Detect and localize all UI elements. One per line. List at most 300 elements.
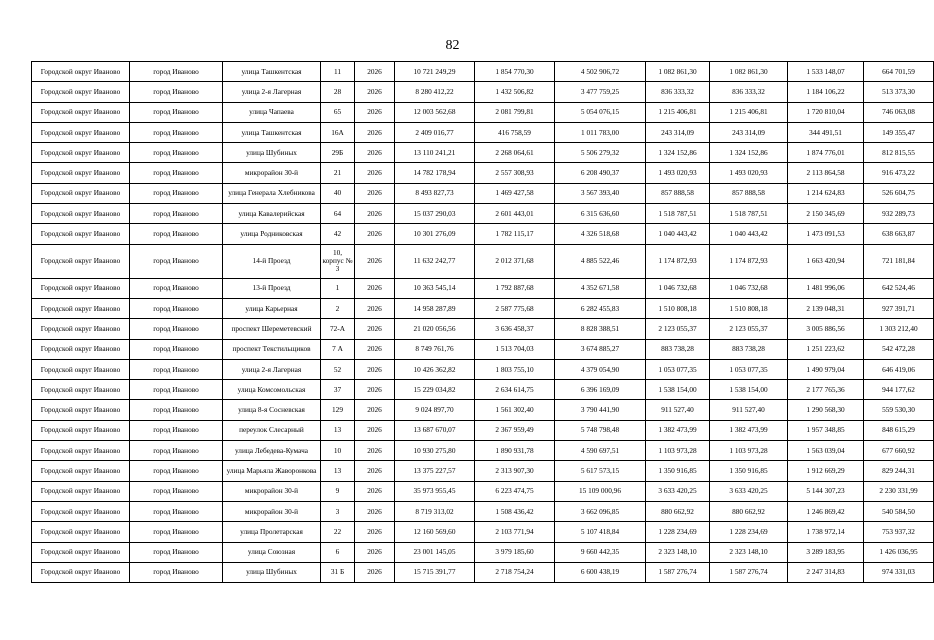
total-cost-cell: 12 003 562,68 xyxy=(395,102,475,122)
district-cell: Городской округ Иваново xyxy=(32,183,130,203)
amount-cell: 1 324 152,86 xyxy=(710,143,788,163)
house-number-cell: 52 xyxy=(321,359,355,379)
table-row xyxy=(32,501,934,521)
total-cost-cell: 8 719 313,02 xyxy=(395,501,475,521)
table-row xyxy=(32,339,934,359)
amount-cell: 1 890 931,78 xyxy=(475,441,555,461)
amount-cell: 911 527,40 xyxy=(646,400,710,420)
year-cell: 2026 xyxy=(355,461,395,481)
amount-cell: 1 518 787,51 xyxy=(710,204,788,224)
amount-cell: 4 502 906,72 xyxy=(555,62,646,82)
table-row xyxy=(32,562,934,582)
amount-cell: 1 040 443,42 xyxy=(710,224,788,244)
city-cell: город Иваново xyxy=(130,359,223,379)
district-cell: Городской округ Иваново xyxy=(32,204,130,224)
amount-cell: 1 382 473,99 xyxy=(646,420,710,440)
table-row xyxy=(32,420,934,440)
amount-cell: 1 510 808,18 xyxy=(646,298,710,318)
house-number-cell: 3 xyxy=(321,501,355,521)
amount-cell: 2 323 148,10 xyxy=(646,542,710,562)
amount-cell: 2 123 055,37 xyxy=(710,319,788,339)
table-row xyxy=(32,441,934,461)
amount-cell: 1 738 972,14 xyxy=(788,522,864,542)
total-cost-cell: 15 037 290,03 xyxy=(395,204,475,224)
city-cell: город Иваново xyxy=(130,481,223,501)
housing-repair-table xyxy=(31,61,934,583)
house-number-cell: 9 xyxy=(321,481,355,501)
street-cell: микрорайон 30-й xyxy=(223,163,321,183)
street-cell: улица Марьяла Жаворонкова xyxy=(223,461,321,481)
street-cell: улица Генерала Хлебникова xyxy=(223,183,321,203)
amount-cell: 3 289 183,95 xyxy=(788,542,864,562)
total-cost-cell: 13 375 227,57 xyxy=(395,461,475,481)
total-cost-cell: 23 001 145,05 xyxy=(395,542,475,562)
amount-cell: 2 177 765,36 xyxy=(788,380,864,400)
amount-cell: 9 660 442,35 xyxy=(555,542,646,562)
amount-cell: 1 303 212,40 xyxy=(864,319,934,339)
amount-cell: 1 469 427,58 xyxy=(475,183,555,203)
district-cell: Городской округ Иваново xyxy=(32,298,130,318)
amount-cell: 1 533 148,07 xyxy=(788,62,864,82)
amount-cell: 857 888,58 xyxy=(710,183,788,203)
table-body xyxy=(32,62,934,583)
house-number-cell: 64 xyxy=(321,204,355,224)
table-row xyxy=(32,481,934,501)
street-cell: улица 8-я Сосневская xyxy=(223,400,321,420)
city-cell: город Иваново xyxy=(130,441,223,461)
district-cell: Городской округ Иваново xyxy=(32,224,130,244)
table-row xyxy=(32,522,934,542)
city-cell: город Иваново xyxy=(130,278,223,298)
house-number-cell: 28 xyxy=(321,82,355,102)
total-cost-cell: 10 301 276,09 xyxy=(395,224,475,244)
district-cell: Городской округ Иваново xyxy=(32,380,130,400)
amount-cell: 4 326 518,68 xyxy=(555,224,646,244)
amount-cell: 721 181,84 xyxy=(864,244,934,278)
amount-cell: 746 063,08 xyxy=(864,102,934,122)
district-cell: Городской округ Иваново xyxy=(32,420,130,440)
amount-cell: 883 738,28 xyxy=(646,339,710,359)
house-number-cell: 40 xyxy=(321,183,355,203)
amount-cell: 857 888,58 xyxy=(646,183,710,203)
amount-cell: 2 634 614,75 xyxy=(475,380,555,400)
table-row xyxy=(32,204,934,224)
total-cost-cell: 13 110 241,21 xyxy=(395,143,475,163)
total-cost-cell: 8 493 827,73 xyxy=(395,183,475,203)
amount-cell: 932 289,73 xyxy=(864,204,934,224)
amount-cell: 513 373,30 xyxy=(864,82,934,102)
district-cell: Городской округ Иваново xyxy=(32,481,130,501)
amount-cell: 4 590 697,51 xyxy=(555,441,646,461)
amount-cell: 4 352 671,58 xyxy=(555,278,646,298)
amount-cell: 1 803 755,10 xyxy=(475,359,555,379)
amount-cell: 6 223 474,75 xyxy=(475,481,555,501)
year-cell: 2026 xyxy=(355,163,395,183)
page-number: 82 xyxy=(445,38,460,53)
amount-cell: 3 005 886,56 xyxy=(788,319,864,339)
amount-cell: 3 662 096,85 xyxy=(555,501,646,521)
amount-cell: 1 561 302,40 xyxy=(475,400,555,420)
city-cell: город Иваново xyxy=(130,522,223,542)
total-cost-cell: 35 973 955,45 xyxy=(395,481,475,501)
amount-cell: 8 828 388,51 xyxy=(555,319,646,339)
year-cell: 2026 xyxy=(355,82,395,102)
total-cost-cell: 14 782 178,94 xyxy=(395,163,475,183)
district-cell: Городской округ Иваново xyxy=(32,244,130,278)
amount-cell: 243 314,09 xyxy=(710,122,788,142)
amount-cell: 2 103 771,94 xyxy=(475,522,555,542)
amount-cell: 1 082 861,30 xyxy=(646,62,710,82)
amount-cell: 829 244,31 xyxy=(864,461,934,481)
amount-cell: 526 604,75 xyxy=(864,183,934,203)
amount-cell: 883 738,28 xyxy=(710,339,788,359)
city-cell: город Иваново xyxy=(130,501,223,521)
district-cell: Городской округ Иваново xyxy=(32,102,130,122)
amount-cell: 1 246 869,42 xyxy=(788,501,864,521)
house-number-cell: 31 Б xyxy=(321,562,355,582)
house-number-cell: 16А xyxy=(321,122,355,142)
city-cell: город Иваново xyxy=(130,204,223,224)
amount-cell: 1 720 810,04 xyxy=(788,102,864,122)
amount-cell: 2 601 443,01 xyxy=(475,204,555,224)
city-cell: город Иваново xyxy=(130,244,223,278)
amount-cell: 753 937,32 xyxy=(864,522,934,542)
city-cell: город Иваново xyxy=(130,62,223,82)
year-cell: 2026 xyxy=(355,481,395,501)
amount-cell: 3 567 393,40 xyxy=(555,183,646,203)
district-cell: Городской округ Иваново xyxy=(32,122,130,142)
amount-cell: 1 538 154,00 xyxy=(646,380,710,400)
amount-cell: 677 660,92 xyxy=(864,441,934,461)
amount-cell: 1 792 887,68 xyxy=(475,278,555,298)
amount-cell: 3 477 759,25 xyxy=(555,82,646,102)
amount-cell: 5 506 279,32 xyxy=(555,143,646,163)
house-number-cell: 10, корпус № 3 xyxy=(321,244,355,278)
amount-cell: 3 979 185,60 xyxy=(475,542,555,562)
amount-cell: 2 587 775,68 xyxy=(475,298,555,318)
amount-cell: 1 040 443,42 xyxy=(646,224,710,244)
amount-cell: 1 587 276,74 xyxy=(646,562,710,582)
amount-cell: 1 782 115,17 xyxy=(475,224,555,244)
district-cell: Городской округ Иваново xyxy=(32,461,130,481)
street-cell: улица Ташкентская xyxy=(223,122,321,142)
amount-cell: 3 674 885,27 xyxy=(555,339,646,359)
amount-cell: 1 011 783,00 xyxy=(555,122,646,142)
amount-cell: 1 854 770,30 xyxy=(475,62,555,82)
district-cell: Городской округ Иваново xyxy=(32,82,130,102)
district-cell: Городской округ Иваново xyxy=(32,359,130,379)
total-cost-cell: 8 749 761,76 xyxy=(395,339,475,359)
year-cell: 2026 xyxy=(355,122,395,142)
amount-cell: 1 214 624,83 xyxy=(788,183,864,203)
amount-cell: 1 432 506,82 xyxy=(475,82,555,102)
amount-cell: 2 313 907,30 xyxy=(475,461,555,481)
amount-cell: 15 109 000,96 xyxy=(555,481,646,501)
amount-cell: 542 472,28 xyxy=(864,339,934,359)
amount-cell: 3 790 441,90 xyxy=(555,400,646,420)
total-cost-cell: 10 363 545,14 xyxy=(395,278,475,298)
amount-cell: 927 391,71 xyxy=(864,298,934,318)
year-cell: 2026 xyxy=(355,62,395,82)
amount-cell: 646 419,06 xyxy=(864,359,934,379)
year-cell: 2026 xyxy=(355,102,395,122)
district-cell: Городской округ Иваново xyxy=(32,339,130,359)
amount-cell: 836 333,32 xyxy=(710,82,788,102)
total-cost-cell: 15 715 391,77 xyxy=(395,562,475,582)
street-cell: улица Пролетарская xyxy=(223,522,321,542)
district-cell: Городской округ Иваново xyxy=(32,441,130,461)
house-number-cell: 2 xyxy=(321,298,355,318)
amount-cell: 2 323 148,10 xyxy=(710,542,788,562)
total-cost-cell: 8 280 412,22 xyxy=(395,82,475,102)
table-row xyxy=(32,542,934,562)
table-row xyxy=(32,319,934,339)
table-row xyxy=(32,82,934,102)
street-cell: улица Союзная xyxy=(223,542,321,562)
year-cell: 2026 xyxy=(355,298,395,318)
house-number-cell: 13 xyxy=(321,420,355,440)
amount-cell: 2 123 055,37 xyxy=(646,319,710,339)
total-cost-cell: 11 632 242,77 xyxy=(395,244,475,278)
table-row xyxy=(32,102,934,122)
amount-cell: 1 490 979,04 xyxy=(788,359,864,379)
amount-cell: 1 082 861,30 xyxy=(710,62,788,82)
amount-cell: 974 331,03 xyxy=(864,562,934,582)
amount-cell: 1 228 234,69 xyxy=(710,522,788,542)
amount-cell: 1 350 916,85 xyxy=(710,461,788,481)
amount-cell: 2 268 064,61 xyxy=(475,143,555,163)
amount-cell: 4 379 054,90 xyxy=(555,359,646,379)
district-cell: Городской округ Иваново xyxy=(32,562,130,582)
amount-cell: 540 584,50 xyxy=(864,501,934,521)
city-cell: город Иваново xyxy=(130,102,223,122)
year-cell: 2026 xyxy=(355,143,395,163)
city-cell: город Иваново xyxy=(130,542,223,562)
amount-cell: 1 174 872,93 xyxy=(646,244,710,278)
table-row xyxy=(32,298,934,318)
amount-cell: 1 103 973,28 xyxy=(710,441,788,461)
street-cell: улица Родниковская xyxy=(223,224,321,244)
amount-cell: 916 473,22 xyxy=(864,163,934,183)
amount-cell: 1 382 473,99 xyxy=(710,420,788,440)
amount-cell: 1 290 568,30 xyxy=(788,400,864,420)
year-cell: 2026 xyxy=(355,319,395,339)
amount-cell: 243 314,09 xyxy=(646,122,710,142)
table-row xyxy=(32,359,934,379)
amount-cell: 1 174 872,93 xyxy=(710,244,788,278)
amount-cell: 1 481 996,06 xyxy=(788,278,864,298)
district-cell: Городской округ Иваново xyxy=(32,319,130,339)
district-cell: Городской округ Иваново xyxy=(32,62,130,82)
year-cell: 2026 xyxy=(355,359,395,379)
amount-cell: 6 208 490,37 xyxy=(555,163,646,183)
amount-cell: 2 367 959,49 xyxy=(475,420,555,440)
house-number-cell: 7 А xyxy=(321,339,355,359)
street-cell: улица Комсомольская xyxy=(223,380,321,400)
year-cell: 2026 xyxy=(355,339,395,359)
amount-cell: 2 012 371,68 xyxy=(475,244,555,278)
amount-cell: 2 718 754,24 xyxy=(475,562,555,582)
total-cost-cell: 15 229 034,82 xyxy=(395,380,475,400)
amount-cell: 2 557 308,93 xyxy=(475,163,555,183)
year-cell: 2026 xyxy=(355,183,395,203)
district-cell: Городской округ Иваново xyxy=(32,143,130,163)
amount-cell: 1 513 704,03 xyxy=(475,339,555,359)
street-cell: улица Шубиных xyxy=(223,143,321,163)
house-number-cell: 13 xyxy=(321,461,355,481)
amount-cell: 911 527,40 xyxy=(710,400,788,420)
amount-cell: 1 493 020,93 xyxy=(646,163,710,183)
amount-cell: 1 046 732,68 xyxy=(646,278,710,298)
district-cell: Городской округ Иваново xyxy=(32,163,130,183)
amount-cell: 2 230 331,99 xyxy=(864,481,934,501)
amount-cell: 2 247 314,83 xyxy=(788,562,864,582)
amount-cell: 5 107 418,84 xyxy=(555,522,646,542)
district-cell: Городской округ Иваново xyxy=(32,278,130,298)
amount-cell: 1 426 036,95 xyxy=(864,542,934,562)
city-cell: город Иваново xyxy=(130,380,223,400)
street-cell: 13-й Проезд xyxy=(223,278,321,298)
total-cost-cell: 10 721 249,29 xyxy=(395,62,475,82)
amount-cell: 1 510 808,18 xyxy=(710,298,788,318)
table-row xyxy=(32,183,934,203)
table-row xyxy=(32,461,934,481)
amount-cell: 1 350 916,85 xyxy=(646,461,710,481)
amount-cell: 1 663 420,94 xyxy=(788,244,864,278)
district-cell: Городской округ Иваново xyxy=(32,400,130,420)
city-cell: город Иваново xyxy=(130,339,223,359)
city-cell: город Иваново xyxy=(130,122,223,142)
amount-cell: 5 144 307,23 xyxy=(788,481,864,501)
street-cell: проспект Текстильщиков xyxy=(223,339,321,359)
district-cell: Городской округ Иваново xyxy=(32,522,130,542)
street-cell: микрорайон 30-й xyxy=(223,501,321,521)
house-number-cell: 129 xyxy=(321,400,355,420)
amount-cell: 3 636 458,37 xyxy=(475,319,555,339)
city-cell: город Иваново xyxy=(130,319,223,339)
amount-cell: 1 912 669,29 xyxy=(788,461,864,481)
street-cell: улица Шубиных xyxy=(223,562,321,582)
amount-cell: 1 053 077,35 xyxy=(710,359,788,379)
amount-cell: 2 081 799,81 xyxy=(475,102,555,122)
amount-cell: 1 538 154,00 xyxy=(710,380,788,400)
amount-cell: 3 633 420,25 xyxy=(646,481,710,501)
table-row xyxy=(32,143,934,163)
amount-cell: 1 473 091,53 xyxy=(788,224,864,244)
total-cost-cell: 13 687 670,07 xyxy=(395,420,475,440)
amount-cell: 4 885 522,46 xyxy=(555,244,646,278)
amount-cell: 5 617 573,15 xyxy=(555,461,646,481)
table-row xyxy=(32,224,934,244)
city-cell: город Иваново xyxy=(130,183,223,203)
amount-cell: 2 113 864,58 xyxy=(788,163,864,183)
amount-cell: 1 251 223,62 xyxy=(788,339,864,359)
year-cell: 2026 xyxy=(355,244,395,278)
amount-cell: 1 053 077,35 xyxy=(646,359,710,379)
amount-cell: 944 177,62 xyxy=(864,380,934,400)
street-cell: улица Чапаева xyxy=(223,102,321,122)
amount-cell: 1 518 787,51 xyxy=(646,204,710,224)
year-cell: 2026 xyxy=(355,400,395,420)
amount-cell: 638 663,87 xyxy=(864,224,934,244)
amount-cell: 836 333,32 xyxy=(646,82,710,102)
street-cell: проспект Шереметевский xyxy=(223,319,321,339)
year-cell: 2026 xyxy=(355,501,395,521)
house-number-cell: 72-А xyxy=(321,319,355,339)
amount-cell: 1 493 020,93 xyxy=(710,163,788,183)
district-cell: Городской округ Иваново xyxy=(32,501,130,521)
amount-cell: 1 215 406,81 xyxy=(646,102,710,122)
street-cell: переулок Слесарный xyxy=(223,420,321,440)
house-number-cell: 10 xyxy=(321,441,355,461)
year-cell: 2026 xyxy=(355,420,395,440)
table-row xyxy=(32,122,934,142)
amount-cell: 1 046 732,68 xyxy=(710,278,788,298)
street-cell: улица Карьерная xyxy=(223,298,321,318)
street-cell: улица Кавалерийская xyxy=(223,204,321,224)
amount-cell: 416 758,59 xyxy=(475,122,555,142)
amount-cell: 149 355,47 xyxy=(864,122,934,142)
amount-cell: 6 600 438,19 xyxy=(555,562,646,582)
house-number-cell: 37 xyxy=(321,380,355,400)
house-number-cell: 11 xyxy=(321,62,355,82)
amount-cell: 6 282 455,83 xyxy=(555,298,646,318)
total-cost-cell: 14 958 287,89 xyxy=(395,298,475,318)
amount-cell: 2 139 048,31 xyxy=(788,298,864,318)
amount-cell: 664 701,59 xyxy=(864,62,934,82)
street-cell: улица 2-я Лагерная xyxy=(223,82,321,102)
city-cell: город Иваново xyxy=(130,400,223,420)
amount-cell: 880 662,92 xyxy=(710,501,788,521)
amount-cell: 848 615,29 xyxy=(864,420,934,440)
year-cell: 2026 xyxy=(355,224,395,244)
amount-cell: 1 563 039,04 xyxy=(788,441,864,461)
house-number-cell: 42 xyxy=(321,224,355,244)
table-row xyxy=(32,62,934,82)
city-cell: город Иваново xyxy=(130,461,223,481)
city-cell: город Иваново xyxy=(130,143,223,163)
amount-cell: 1 184 106,22 xyxy=(788,82,864,102)
amount-cell: 6 396 169,09 xyxy=(555,380,646,400)
house-number-cell: 65 xyxy=(321,102,355,122)
amount-cell: 1 957 348,85 xyxy=(788,420,864,440)
year-cell: 2026 xyxy=(355,278,395,298)
total-cost-cell: 21 020 056,56 xyxy=(395,319,475,339)
house-number-cell: 22 xyxy=(321,522,355,542)
city-cell: город Иваново xyxy=(130,562,223,582)
street-cell: улица 2-я Лагерная xyxy=(223,359,321,379)
table-row xyxy=(32,163,934,183)
amount-cell: 1 324 152,86 xyxy=(646,143,710,163)
table-row xyxy=(32,278,934,298)
total-cost-cell: 10 426 362,82 xyxy=(395,359,475,379)
city-cell: город Иваново xyxy=(130,82,223,102)
year-cell: 2026 xyxy=(355,542,395,562)
total-cost-cell: 12 160 569,60 xyxy=(395,522,475,542)
city-cell: город Иваново xyxy=(130,224,223,244)
amount-cell: 1 874 776,01 xyxy=(788,143,864,163)
total-cost-cell: 10 930 275,80 xyxy=(395,441,475,461)
amount-cell: 1 587 276,74 xyxy=(710,562,788,582)
table-row xyxy=(32,400,934,420)
amount-cell: 5 748 798,48 xyxy=(555,420,646,440)
total-cost-cell: 9 024 897,70 xyxy=(395,400,475,420)
year-cell: 2026 xyxy=(355,441,395,461)
year-cell: 2026 xyxy=(355,562,395,582)
city-cell: город Иваново xyxy=(130,298,223,318)
amount-cell: 3 633 420,25 xyxy=(710,481,788,501)
house-number-cell: 6 xyxy=(321,542,355,562)
